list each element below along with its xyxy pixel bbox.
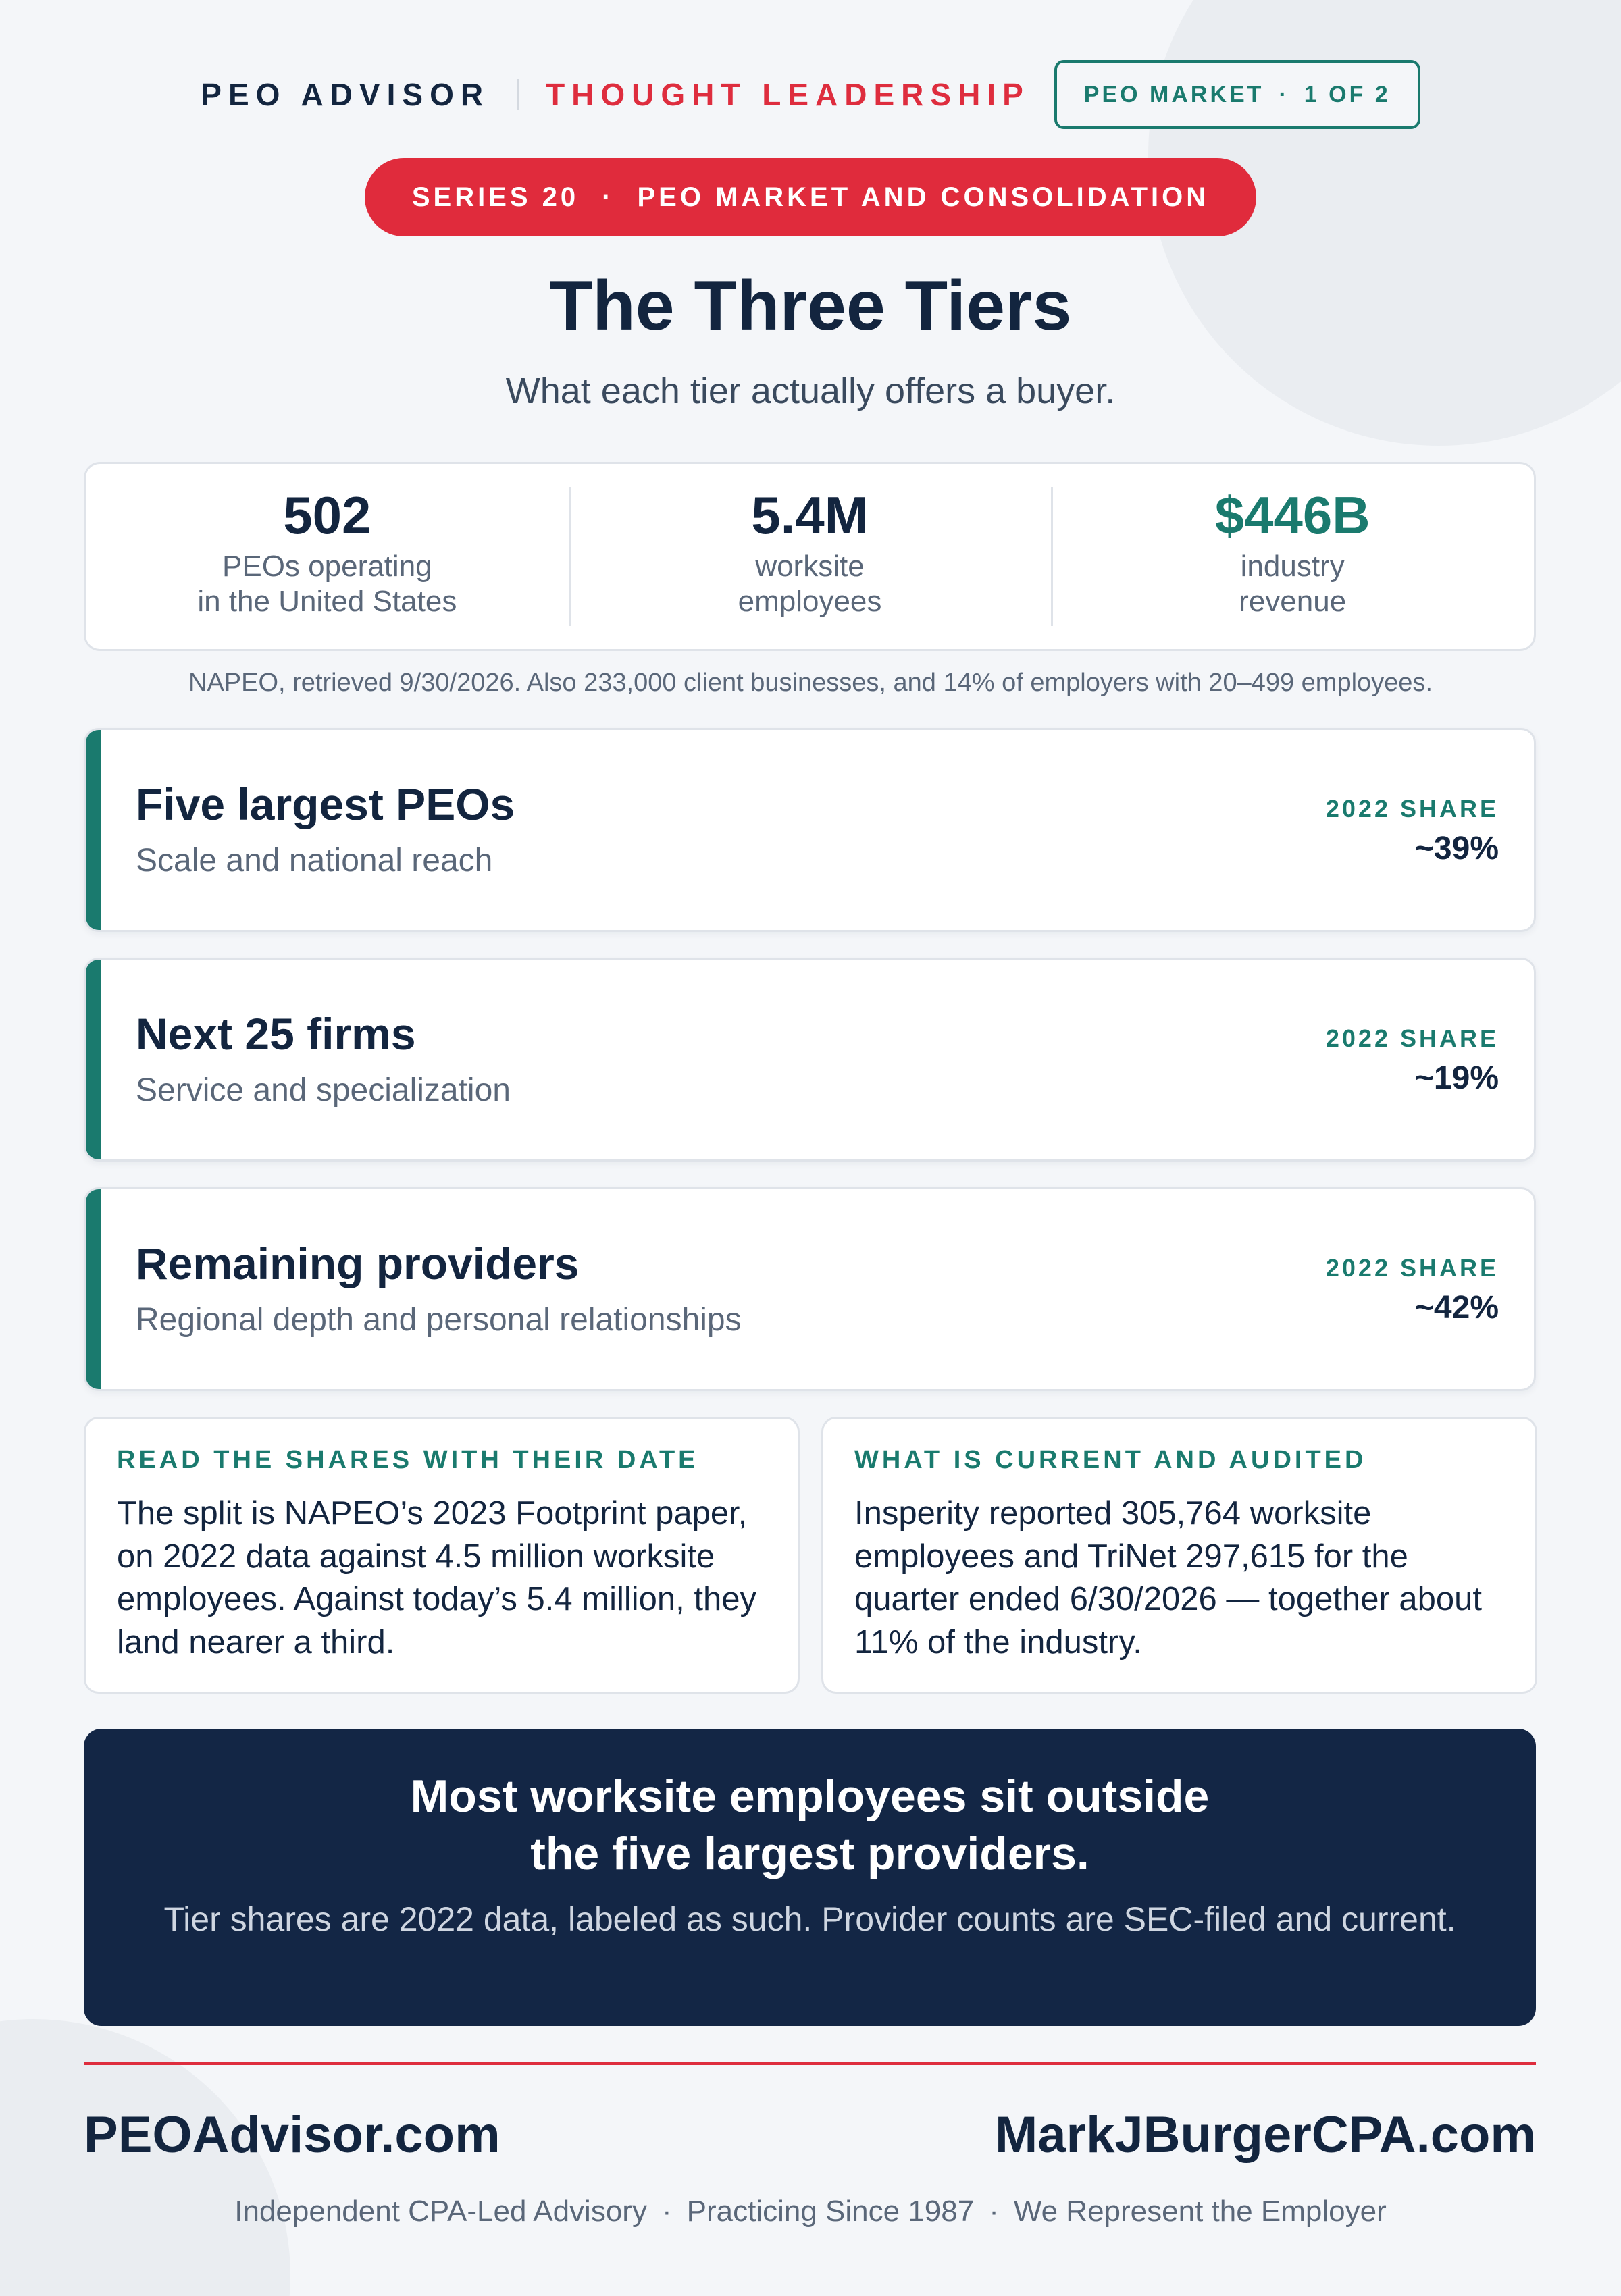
note-heading: WHAT IS CURRENT AND AUDITED (854, 1446, 1367, 1474)
tier-card-next-25 (84, 958, 1536, 1162)
tier-share-value: ~39% (1414, 831, 1499, 866)
tier-share-label: 2022 SHARE (1325, 795, 1499, 823)
banner-headline-line: Most worksite employees sit outside (410, 1771, 1210, 1822)
takeaway-banner (84, 1729, 1536, 2026)
series-topic: PEO MARKET AND CONSOLIDATION (637, 182, 1210, 212)
stat-value: $446B (1214, 486, 1370, 545)
tier-name: Remaining providers (136, 1238, 580, 1288)
tagline-item: We Represent the Employer (1013, 2195, 1387, 2228)
badge-dot: · (1279, 81, 1289, 107)
note-card-share-date (84, 1417, 800, 1694)
stat-industry-revenue (1051, 487, 1534, 626)
footer-divider (84, 2062, 1536, 2065)
stat-label-line: employees (738, 584, 882, 618)
tier-share-label: 2022 SHARE (1325, 1254, 1499, 1282)
banner-headline (84, 1768, 1536, 1883)
tier-share-value: ~42% (1414, 1290, 1499, 1326)
banner-body: Tier shares are 2022 data, labeled as such. Provider counts are SEC-filed and current. (163, 1900, 1456, 1938)
header-bar (0, 59, 1621, 130)
stat-worksite-employees (569, 487, 1052, 626)
source-note: NAPEO, retrieved 9/30/2026. Also 233,000 client businesses, and 14% of employers with 20–499 employees. (188, 669, 1433, 697)
stat-value: 502 (283, 486, 371, 545)
tagline-dot: · (989, 2195, 999, 2228)
stat-label (86, 549, 569, 619)
stat-label (569, 549, 1052, 619)
series-label: SERIES 20 (411, 182, 580, 212)
note-body: The split is NAPEO’s 2023 Footprint paper, on 2022 data against 4.5 million worksite employees. Against today’s 5.4 million, they land nearer a third. (117, 1495, 756, 1661)
stat-label (1051, 549, 1534, 619)
tier-description: Service and specialization (136, 1072, 511, 1108)
note-card-current-audited (821, 1417, 1537, 1694)
brand-name: PEO ADVISOR (201, 77, 490, 112)
stat-value: 5.4M (751, 486, 869, 545)
tagline-item: Practicing Since 1987 (686, 2195, 975, 2228)
stat-label-line: industry (1240, 549, 1345, 583)
tier-name: Five largest PEOs (136, 779, 515, 829)
footer-site-link[interactable]: MarkJBurgerCPA.com (994, 2106, 1536, 2164)
market-label: PEO MARKET (1083, 81, 1264, 107)
banner-headline-line: the five largest providers. (530, 1828, 1089, 1879)
page-title: The Three Tiers (549, 267, 1072, 345)
stat-label-line: worksite (755, 549, 865, 583)
tagline-dot: · (661, 2195, 672, 2228)
stat-label-line: PEOs operating (222, 549, 432, 583)
page-badge (1054, 60, 1420, 129)
tagline-item: Independent CPA-Led Advisory (234, 2195, 647, 2228)
note-body: Insperity reported 305,764 worksite employees and TriNet 297,615 for the quarter ended 6/30/2026 — together about 11% of the industry. (854, 1495, 1482, 1661)
tier-description: Regional depth and personal relationships (136, 1302, 742, 1338)
footer-tagline (0, 2195, 1621, 2228)
series-dot: · (602, 182, 615, 212)
stat-label-line: revenue (1239, 584, 1347, 618)
section-label: THOUGHT LEADERSHIP (546, 77, 1030, 112)
tier-card-remaining (84, 1187, 1536, 1391)
tier-description: Scale and national reach (136, 843, 493, 879)
tier-share-label: 2022 SHARE (1325, 1024, 1499, 1052)
note-heading: READ THE SHARES WITH THEIR DATE (117, 1446, 699, 1474)
stat-label-line: in the United States (197, 584, 457, 618)
series-pill (365, 158, 1256, 236)
header-divider (517, 79, 519, 110)
tier-name: Next 25 firms (136, 1009, 416, 1059)
stat-peo-count (86, 487, 569, 626)
tier-share-value: ~19% (1414, 1060, 1499, 1096)
page-subtitle: What each tier actually offers a buyer. (505, 371, 1116, 411)
stats-panel (84, 462, 1536, 651)
footer-site-link[interactable]: PEOAdvisor.com (84, 2106, 500, 2164)
tier-card-largest (84, 728, 1536, 932)
page-number: 1 OF 2 (1304, 81, 1391, 107)
